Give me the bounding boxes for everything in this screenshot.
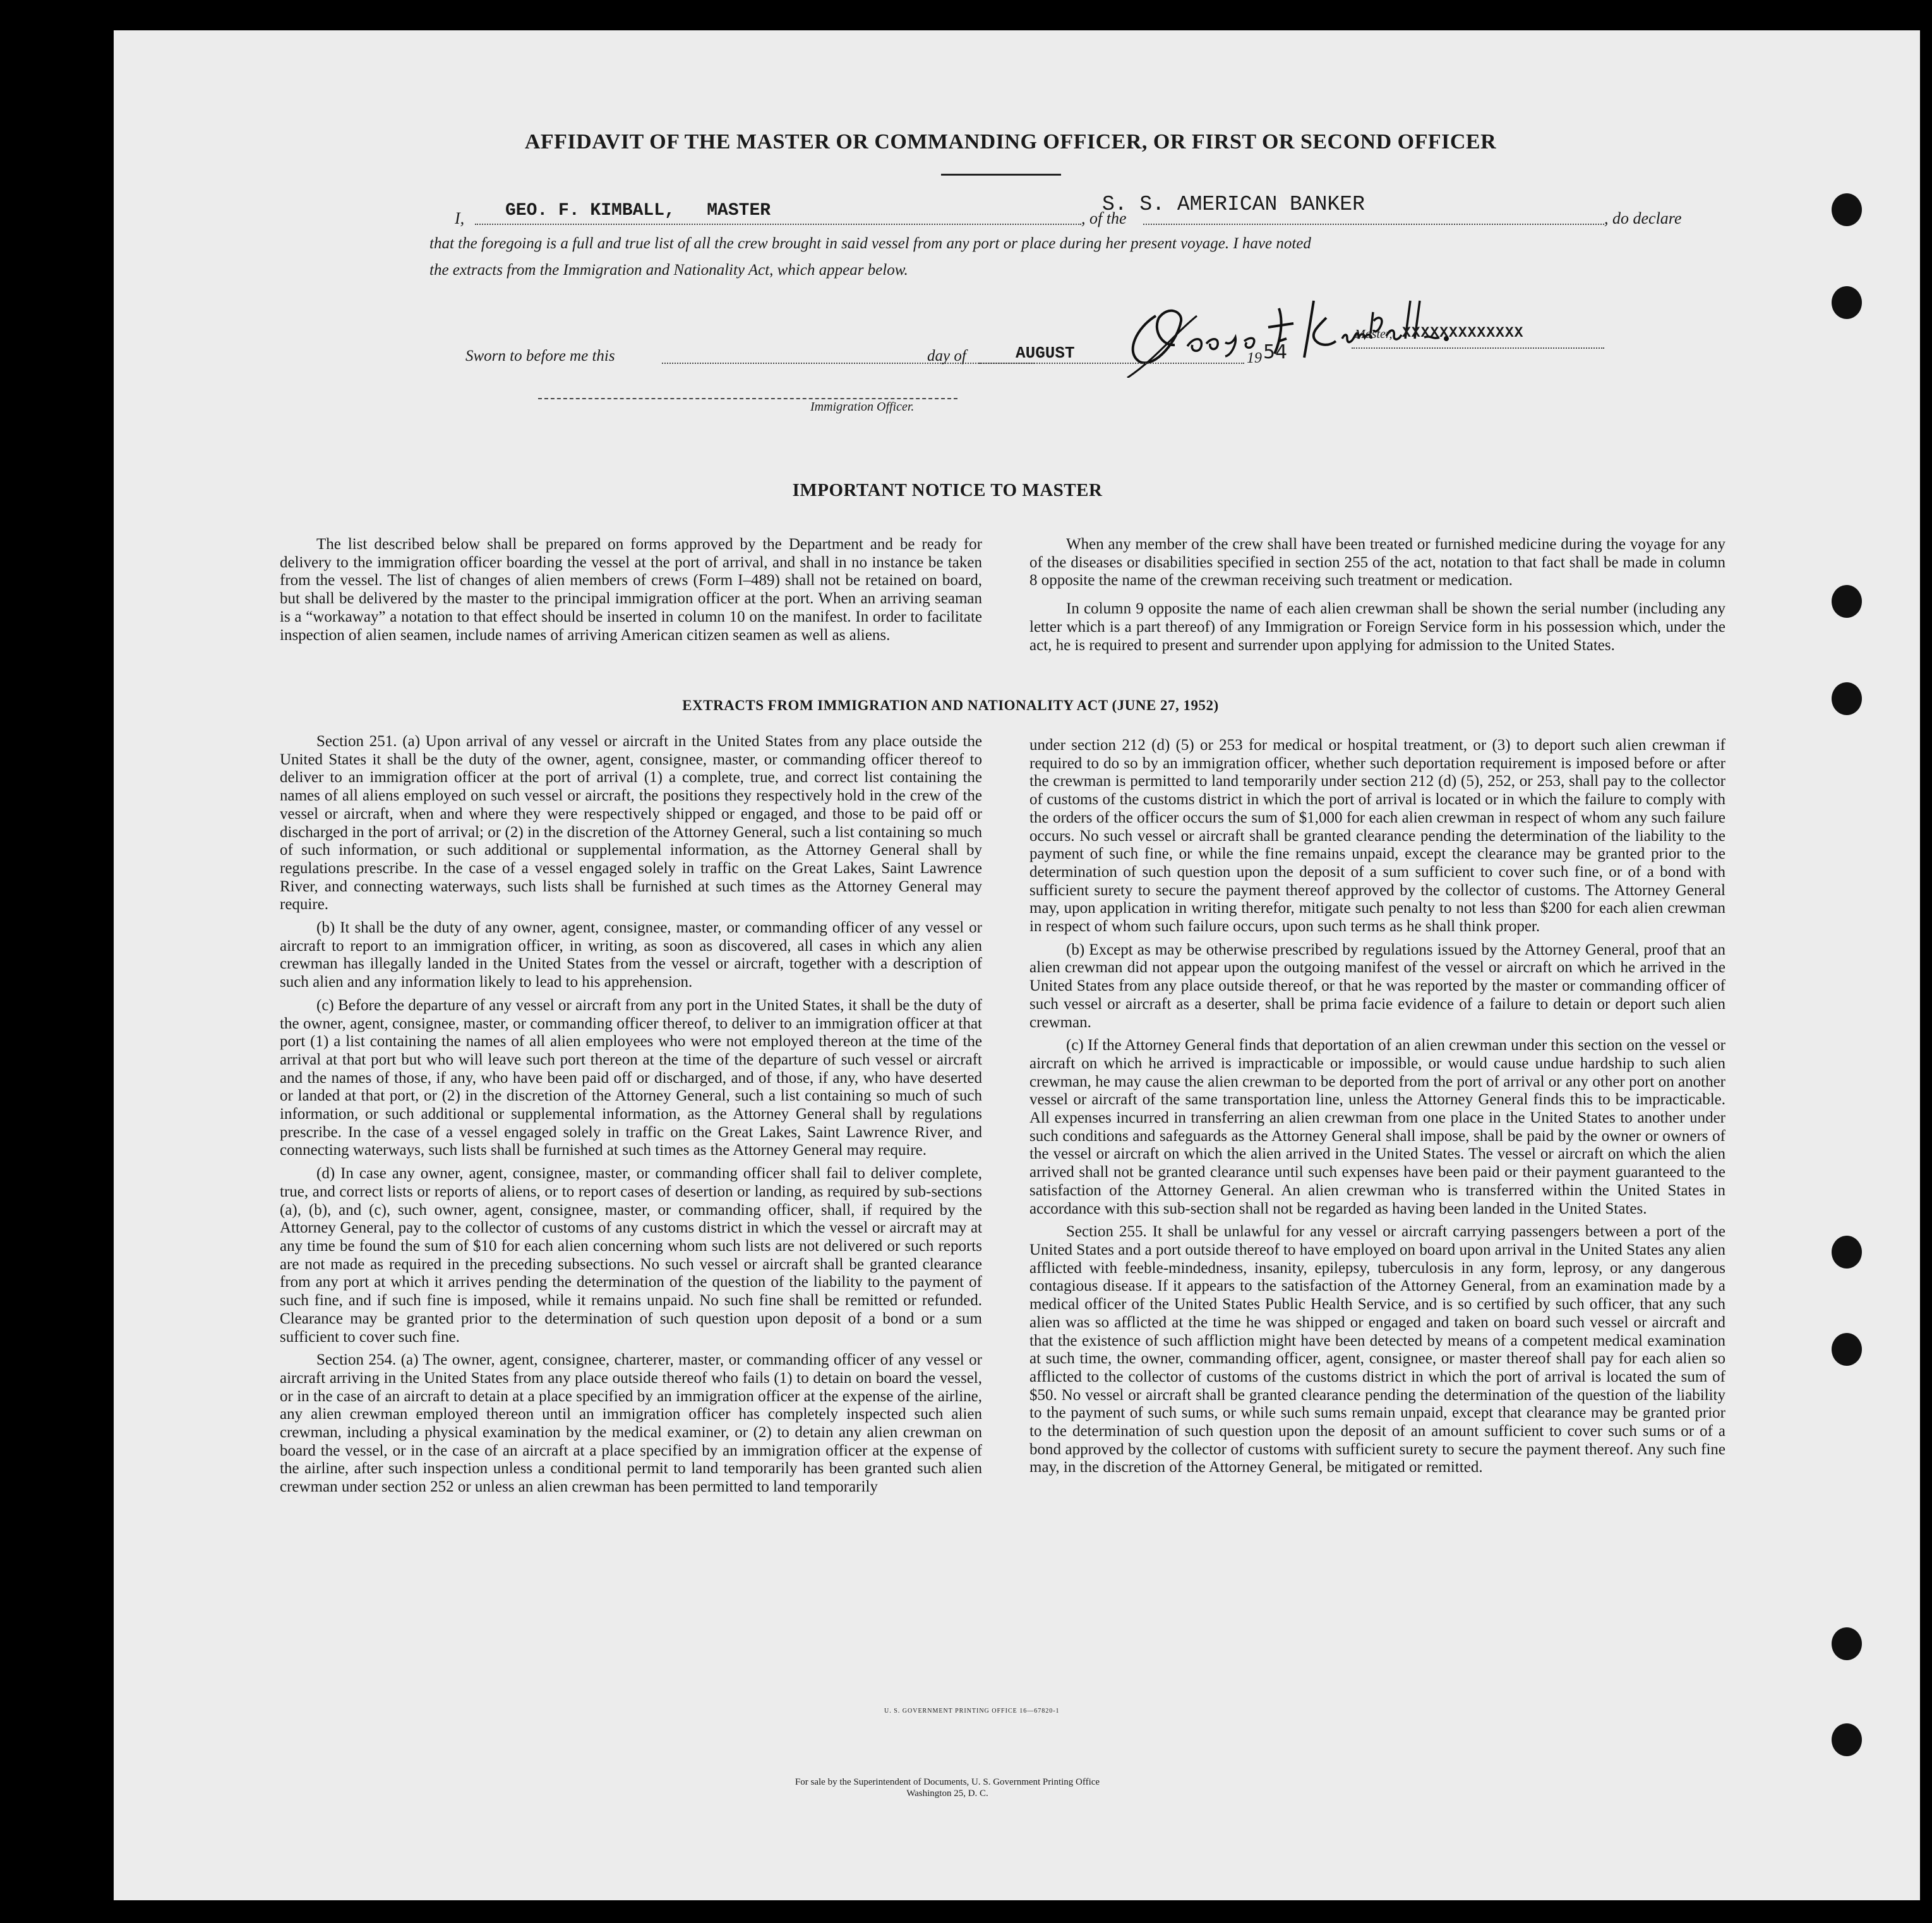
- declaration-line-2: the extracts from the Immigration and Nationality Act, which appear below.: [429, 262, 908, 279]
- document-page: [114, 30, 1920, 1900]
- extract-paragraph: (b) Except as may be otherwise prescribed by regulations issued by the Attorney General, proof that an alien crewman did not appear upon the outgoing manifest of the vessel or aircraft on which he arrived in the United States from any place outside thereof, or that he was reported by the master or commanding officer of such vessel or aircraft as a deserter, shall be prima facie evidence of a failure to detain or deport such alien crewman.: [1029, 941, 1725, 1031]
- extracts-title: EXTRACTS FROM IMMIGRATION AND NATIONALITY ACT (JUNE 27, 1952): [682, 697, 1219, 713]
- master-label: Master,: [1355, 327, 1393, 341]
- month-line: [979, 363, 1244, 364]
- declaration-line-1: that the foregoing is a full and true list of all the crew brought in said vessel from any port or place during her present voyage. I have noted: [429, 235, 1311, 252]
- notice-right-para-1: When any member of the crew shall have been treated or furnished medicine during the voyage for any of the diseases or disabilities specified in section 255 of the act, notation to that fact shall be made in column 8 opposite the name of the crewman receiving such treatment or medication.: [1029, 536, 1725, 589]
- extract-paragraph: (c) If the Attorney General finds that deportation of an alien crewman under this section on the vessel or aircraft on which he arrived is impracticable or impossible, or would cause undue hardship to such alien crewman, he may cause the alien crewman to be deported from the port of arrival or any other port on another vessel or aircraft of the same transportation line, unless the Attorney General finds this to be impracticable. All expenses incurred in transferring an alien crewman from one place in the United States to another under such conditions and safeguards as the Attorney General shall impose, shall be paid by the owner or owners of the vessel or aircraft on which the alien arrived in the United States. The vessel or aircraft on which the alien arrived shall not be granted clearance until such expenses have been paid or their payment guaranteed to the satisfaction of the Attorney General. An alien crewman who is transferred within the United States in accordance with this sub-section shall not be regarded as having been landed in the United States.: [1029, 1037, 1725, 1217]
- sworn-label: Sworn to before me this: [465, 347, 615, 365]
- binder-hole: [1832, 193, 1862, 226]
- officer-line: [538, 398, 957, 399]
- vessel-name: S. S. AMERICAN BANKER: [1102, 193, 1365, 216]
- master-name: GEO. F. KIMBALL, MASTER: [505, 201, 771, 220]
- extract-paragraph: under section 212 (d) (5) or 253 for medical or hospital treatment, or (3) to deport such alien crewman if required to do so by an immigration officer, whether such deportation requirement is imposed before or after the crewman is permitted to land temporarily under section 212 (d) (5), 252, or 253, shall pay to the collector of customs of the customs district in which the port of arrival is located or in which the failure to comply with the orders of the officer occurs the sum of $1,000 for each alien crewman in respect of whom any such failure occurs. No such vessel or aircraft shall be granted clearance pending the determination of the liability to the payment of such fine, or while the fine remains unpaid, except the clearance may be granted prior to the determination of such question upon the deposit of a sum sufficient to cover such fine, or of a bond with sufficient surety to secure the payment thereof approved by the collector of customs. The Attorney General may, upon application in writing therefor, mitigate such penalty to not less than $200 for each alien crewman in respect of whom such failure occurs, upon such terms as he shall think proper.: [1029, 737, 1725, 936]
- notice-right-para-2: In column 9 opposite the name of each alien crewman shall be shown the serial number (including any letter which is a part thereof) of any Immigration or Foreign Service form in his possession which, under the act, he is required to present and surrender upon applying for admission to the United States.: [1029, 600, 1725, 654]
- title-divider: [941, 174, 1061, 176]
- month: AUGUST: [1016, 344, 1075, 363]
- immigration-officer-label: Immigration Officer.: [810, 400, 915, 414]
- sale-line-1: For sale by the Superintendent of Documents, U. S. Government Printing Office: [795, 1777, 1100, 1787]
- binder-hole: [1832, 1236, 1862, 1269]
- signature-line: [1352, 347, 1604, 349]
- printing-office-line: U. S. GOVERNMENT PRINTING OFFICE 16—67820-1: [884, 1708, 1060, 1715]
- extract-paragraph: Section 255. It shall be unlawful for any vessel or aircraft carrying passengers between a port of the United States and a port outside thereof to have employed on board upon arrival in the United States any alien afflicted with feeble-mindedness, insanity, epilepsy, tuberculosis in any form, leprosy, or any dangerous contagious disease. If it appears to the satisfaction of the Attorney General, from an examination made by a medical officer of the United States Public Health Service, and is so certified by such officer, that any such alien was so afflicted at the time he was shipped or engaged and taken on board such vessel or aircraft and that the existence of such affliction might have been detected by means of a competent medical examination at such time, the owner, commanding officer, agent, consignee, or master thereof shall pay for each alien so afflicted to the collector of customs of the customs district in which the port of arrival is located the sum of $50. No vessel or aircraft shall be granted clearance pending the determination of the question of the liability to the payment of such sums, or while such sums remain unpaid, except that clearance may be granted prior to the determination of such question upon the deposit of an amount sufficient to cover such sums or of a bond approved by the collector of customs with sufficient surety to secure the payment thereof. Any such fine may, in the discretion of the Attorney General, be mitigated or remitted.: [1029, 1223, 1725, 1476]
- name-line: [475, 224, 1081, 225]
- master-struck-text: XXXXXXXXXXXXX: [1402, 325, 1524, 341]
- binder-hole: [1832, 585, 1862, 618]
- extracts-left-column: [280, 733, 982, 1502]
- extracts-right-column: [1029, 737, 1725, 1482]
- affidavit-title: AFFIDAVIT OF THE MASTER OR COMMANDING OFFICER, OR FIRST OR SECOND OFFICER: [524, 130, 1497, 154]
- year-suffix: 54: [1263, 341, 1288, 363]
- binder-hole: [1832, 286, 1862, 319]
- extract-paragraph: (c) Before the departure of any vessel or aircraft from any port in the United States, it shall be the duty of the owner, agent, consignee, master, or commanding officer thereof, to deliver to an immigration officer at that port (1) a list containing the names of all alien employees who were not employed thereon at the time of the arrival at that port but who will leave such port thereon at the time of the departure of such vessel or aircraft and the names of those, if any, who have been paid off or discharged, and of those, if any, who have deserted or landed at that port, or (2) in the discretion of the Attorney General, such a list containing so much of such information, or such additional or supplemental information, as the Attorney General shall by regulations prescribe. In the case of a vessel engaged solely in traffic on the Great Lakes, Saint Lawrence River, and connecting waterways, such lists shall be furnished at such times as the Attorney General may require.: [280, 996, 982, 1159]
- notice-title: IMPORTANT NOTICE TO MASTER: [792, 480, 1103, 500]
- sale-notice: [114, 1776, 1781, 1799]
- sale-line-2: Washington 25, D. C.: [906, 1788, 988, 1799]
- binder-hole: [1832, 1627, 1862, 1660]
- of-the-label: , of the: [1081, 209, 1127, 227]
- extract-paragraph: (d) In case any owner, agent, consignee, master, or commanding officer shall fail to deliver complete, true, and correct lists or reports of aliens, or to report cases of desertion or landing, as required by sub-sections (a), (b), and (c), such owner, agent, consignee, master, or commanding officer, shall, if required by the Attorney General, pay to the collector of customs of any customs district in which the vessel or aircraft may at any time be found the sum of $10 for each alien concerning whom such lists are not delivered or such reports are not made as required in the preceding subsections. No such vessel or aircraft shall be granted clearance from any port at which it arrives pending the determination of the question of the liability to the payment of such fine, and if such fine is imposed, while it remains unpaid. No such fine shall be remitted or refunded. Clearance may be granted prior to the determination of such question upon deposit of a bond or a sum sufficient to cover such fine.: [280, 1165, 982, 1346]
- binder-hole: [1832, 1723, 1862, 1756]
- binder-hole: [1832, 682, 1862, 715]
- extract-paragraph: (b) It shall be the duty of any owner, agent, consignee, master, or commanding officer of any vessel or aircraft to report to an immigration officer, in writing, as soon as discovered, all cases in which any alien crewman has illegally landed in the United States from the vessel or aircraft, together with a description of such alien and any information likely to lead to his apprehension.: [280, 919, 982, 991]
- extract-paragraph: Section 254. (a) The owner, agent, consignee, charterer, master, or commanding officer of any vessel or aircraft arriving in the United States from any place outside thereof who fails (1) to detain on board the vessel, or in the case of an aircraft to detain at a place specified by an immigration officer at the expense of the airline, any alien crewman employed thereon until an immigration officer has completely inspected such alien crewman, including a physical examination by the medical examiner, or (2) to detain any alien crewman on board the vessel, or in the case of an aircraft at a place specified by an immigration officer at the expense of the airline, after such inspection unless a conditional permit to land temporarily has been granted such alien crewman under section 252 or unless an alien crewman has been permitted to land temporarily: [280, 1351, 982, 1496]
- year-prefix: 19: [1247, 350, 1262, 366]
- notice-left: The list described below shall be prepared on forms approved by the Department and be ready for delivery to the immigration officer boarding the vessel at the port of arrival, and shall in no instance be taken from the vessel. The list of changes of alien members of crews (Form I–489) shall not be retained on board, but shall be delivered by the master to the principal immigration officer at the port. When an arriving seaman is a “workaway” a notation to that effect should be inserted in column 10 on the manifest. In order to facilitate inspection of alien seamen, include names of arriving American citizen seamen as well as aliens.: [280, 536, 982, 644]
- extract-paragraph: Section 251. (a) Upon arrival of any vessel or aircraft in the United States from any place outside the United States it shall be the duty of the owner, agent, consignee, master, or commanding officer thereof to deliver to an immigration officer at the port of arrival (1) a complete, true, and correct list containing the names of all aliens employed on such vessel or aircraft, the positions they respectively hold in the crew of the vessel or aircraft, when and where they were respectively shipped or engaged, and those to be paid off or discharged in the port of arrival; or (2) in the discretion of the Attorney General, such a list containing so much of such information, or such additional or supplemental information, as the Attorney General shall by regulations prescribe. In the case of a vessel engaged solely in traffic on the Great Lakes, Saint Lawrence River, and connecting waterways, such lists shall be furnished at such times as the Attorney General may require.: [280, 733, 982, 913]
- notice-right: [1029, 536, 1725, 660]
- binder-hole: [1832, 1333, 1862, 1366]
- day-of-label: day of: [927, 347, 966, 365]
- i-label: I,: [455, 209, 465, 227]
- vessel-line: [1143, 224, 1604, 225]
- do-declare-label: , do declare: [1604, 209, 1682, 227]
